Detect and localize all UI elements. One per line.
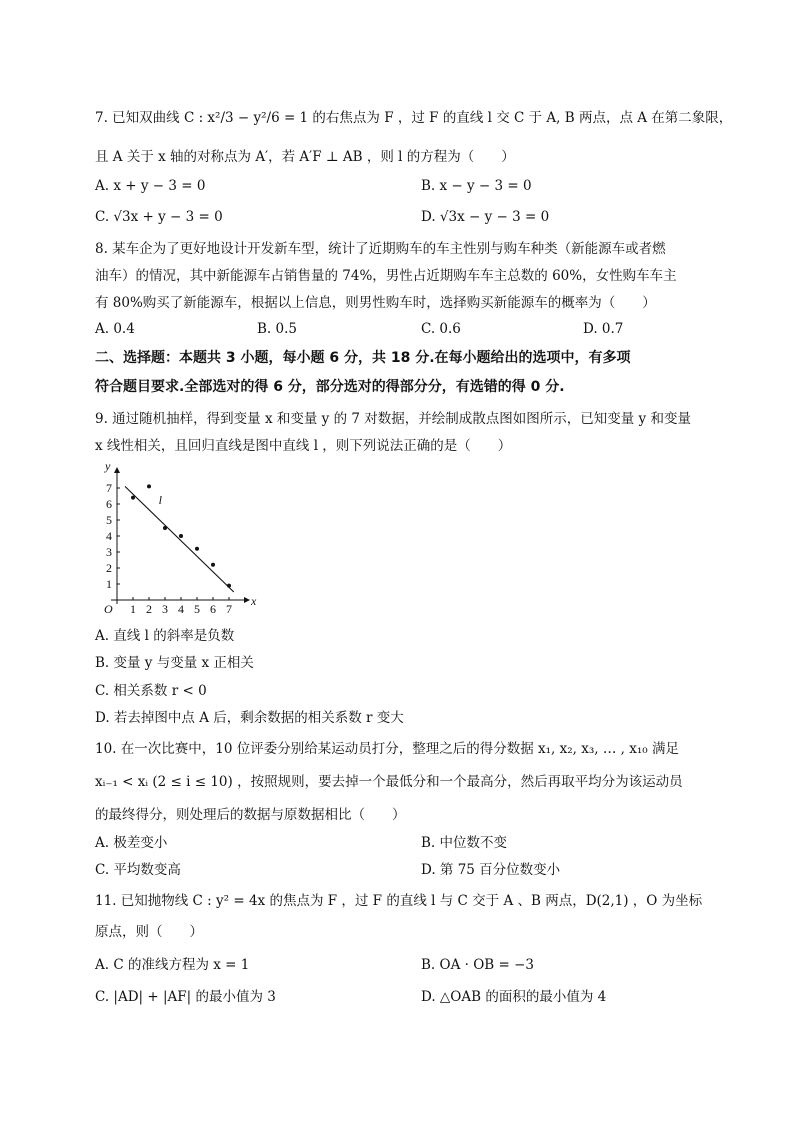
y-axis-label: y xyxy=(105,462,111,473)
q9-option-c: C. 相关系数 r < 0 xyxy=(95,683,207,699)
line-label: l xyxy=(158,493,162,507)
q8-stem-line2: 油车）的情况，其中新能源车占销售量的 74%，男性占近期购车车主总数的 60%，女性购车车主 xyxy=(95,268,677,284)
section2-heading-line2: 符合题目要求.全部选对的得 6 分，部分选对的得部分分，有选错的得 0 分. xyxy=(95,379,565,395)
q7-stem-line2: 且 A 关于 x 轴的对称点为 A′，若 A′F ⊥ AB ，则 l 的方程为（ ） xyxy=(95,149,515,165)
q11-option-d: D. △OAB 的面积的最小值为 4 xyxy=(421,989,607,1005)
q7-option-b: B. x − y − 3 = 0 xyxy=(421,178,532,194)
regression-line-group xyxy=(125,486,234,592)
q7-option-c: C. √3x + y − 3 = 0 xyxy=(95,209,223,225)
scatter-plot xyxy=(95,462,265,617)
q8-option-b: B. 0.5 xyxy=(257,321,297,337)
q8-option-a: A. 0.4 xyxy=(95,321,135,337)
q11-option-b: B. OA · OB = −3 xyxy=(421,957,534,973)
regression-line xyxy=(125,486,234,592)
q10-stem-line1: 10. 在一次比赛中，10 位评委分别给某运动员打分，整理之后的得分数据 x₁, x₂, x₃, … , x₁₀ 满足 xyxy=(95,741,679,757)
q10-stem-line2: xᵢ₋₁ < xᵢ (2 ≤ i ≤ 10) ，按照规则，要去掉一个最低分和一个最高分，然后再取平均分为该运动员 xyxy=(95,774,683,790)
y-tick-label: 3 xyxy=(106,545,112,559)
data-point xyxy=(211,563,215,567)
q10-option-b: B. 中位数不变 xyxy=(421,835,508,851)
q9-option-b: B. 变量 y 与变量 x 正相关 xyxy=(95,655,254,671)
x-tick-label: 5 xyxy=(194,602,200,616)
q9-option-a: A. 直线 l 的斜率是负数 xyxy=(95,628,235,644)
q10-option-c: C. 平均数变高 xyxy=(95,862,181,878)
y-tick-label: 5 xyxy=(106,513,112,527)
x-tick-label: 4 xyxy=(178,602,184,616)
q10-option-d: D. 第 75 百分位数变小 xyxy=(421,862,561,878)
y-tick-label: 4 xyxy=(106,529,112,543)
y-tick-label: 1 xyxy=(106,577,112,591)
y-tick-label: 2 xyxy=(106,561,112,575)
q8-stem-line1: 8. 某车企为了更好地设计开发新车型，统计了近期购车的车主性别与购车种类（新能源车或者燃 xyxy=(95,241,666,257)
x-tick-label: 7 xyxy=(226,602,232,616)
q7-option-a: A. x + y − 3 = 0 xyxy=(95,178,206,194)
q11-option-c: C. |AD| + |AF| 的最小值为 3 xyxy=(95,989,276,1005)
q11-stem-line2: 原点，则（ ） xyxy=(95,924,203,940)
origin-label: O xyxy=(104,602,113,616)
q11-option-a: A. C 的准线方程为 x = 1 xyxy=(95,957,250,973)
q8-option-d: D. 0.7 xyxy=(583,321,624,337)
q9-stem-line1: 9. 通过随机抽样，得到变量 x 和变量 y 的 7 对数据，并绘制成散点图如图所示，已知变量 y 和变量 xyxy=(95,411,691,427)
section2-heading-line1: 二、选择题：本题共 3 小题，每小题 6 分，共 18 分.在每小题给出的选项中，有多项 xyxy=(95,350,631,366)
y-tick-label: 7 xyxy=(106,481,112,495)
data-point xyxy=(163,526,167,530)
x-tick-label: 6 xyxy=(210,602,216,616)
q8-option-c: C. 0.6 xyxy=(421,321,461,337)
x-tick-label: 2 xyxy=(146,602,152,616)
q7-stem-line1: 7. 已知双曲线 C : x²/3 − y²/6 = 1 的右焦点为 F ，过 F 的直线 l 交 C 于 A, B 两点，点 A 在第二象限， xyxy=(95,110,733,126)
data-points xyxy=(131,484,231,587)
q9-option-d: D. 若去掉图中点 A 后，剩余数据的相关系数 r 变大 xyxy=(95,710,404,726)
y-tick-label: 6 xyxy=(106,497,112,511)
q10-stem-line3: 的最终得分，则处理后的数据与原数据相比（ ） xyxy=(95,807,406,823)
x-axis-label: x xyxy=(251,594,257,608)
data-point xyxy=(195,547,199,551)
tick-labels xyxy=(106,481,232,616)
data-point xyxy=(179,534,183,538)
q9-stem-line2: x 线性相关，且回归直线是图中直线 l ，则下列说法正确的是（ ） xyxy=(95,438,512,454)
q11-stem-line1: 11. 已知抛物线 C : y² = 4x 的焦点为 F ，过 F 的直线 l 与 C 交于 A 、B 两点，D(2,1) ，O 为坐标 xyxy=(95,893,703,909)
q10-option-a: A. 极差变小 xyxy=(95,835,168,851)
q8-stem-line3: 有 80%购买了新能源车，根据以上信息，则男性购车时，选择购买新能源车的概率为（ ） xyxy=(95,295,656,311)
x-tick-label: 1 xyxy=(130,602,136,616)
x-tick-label: 3 xyxy=(162,602,168,616)
data-point xyxy=(131,496,135,500)
q7-option-d: D. √3x − y − 3 = 0 xyxy=(421,209,550,225)
data-point xyxy=(227,584,231,588)
data-point xyxy=(147,484,151,488)
